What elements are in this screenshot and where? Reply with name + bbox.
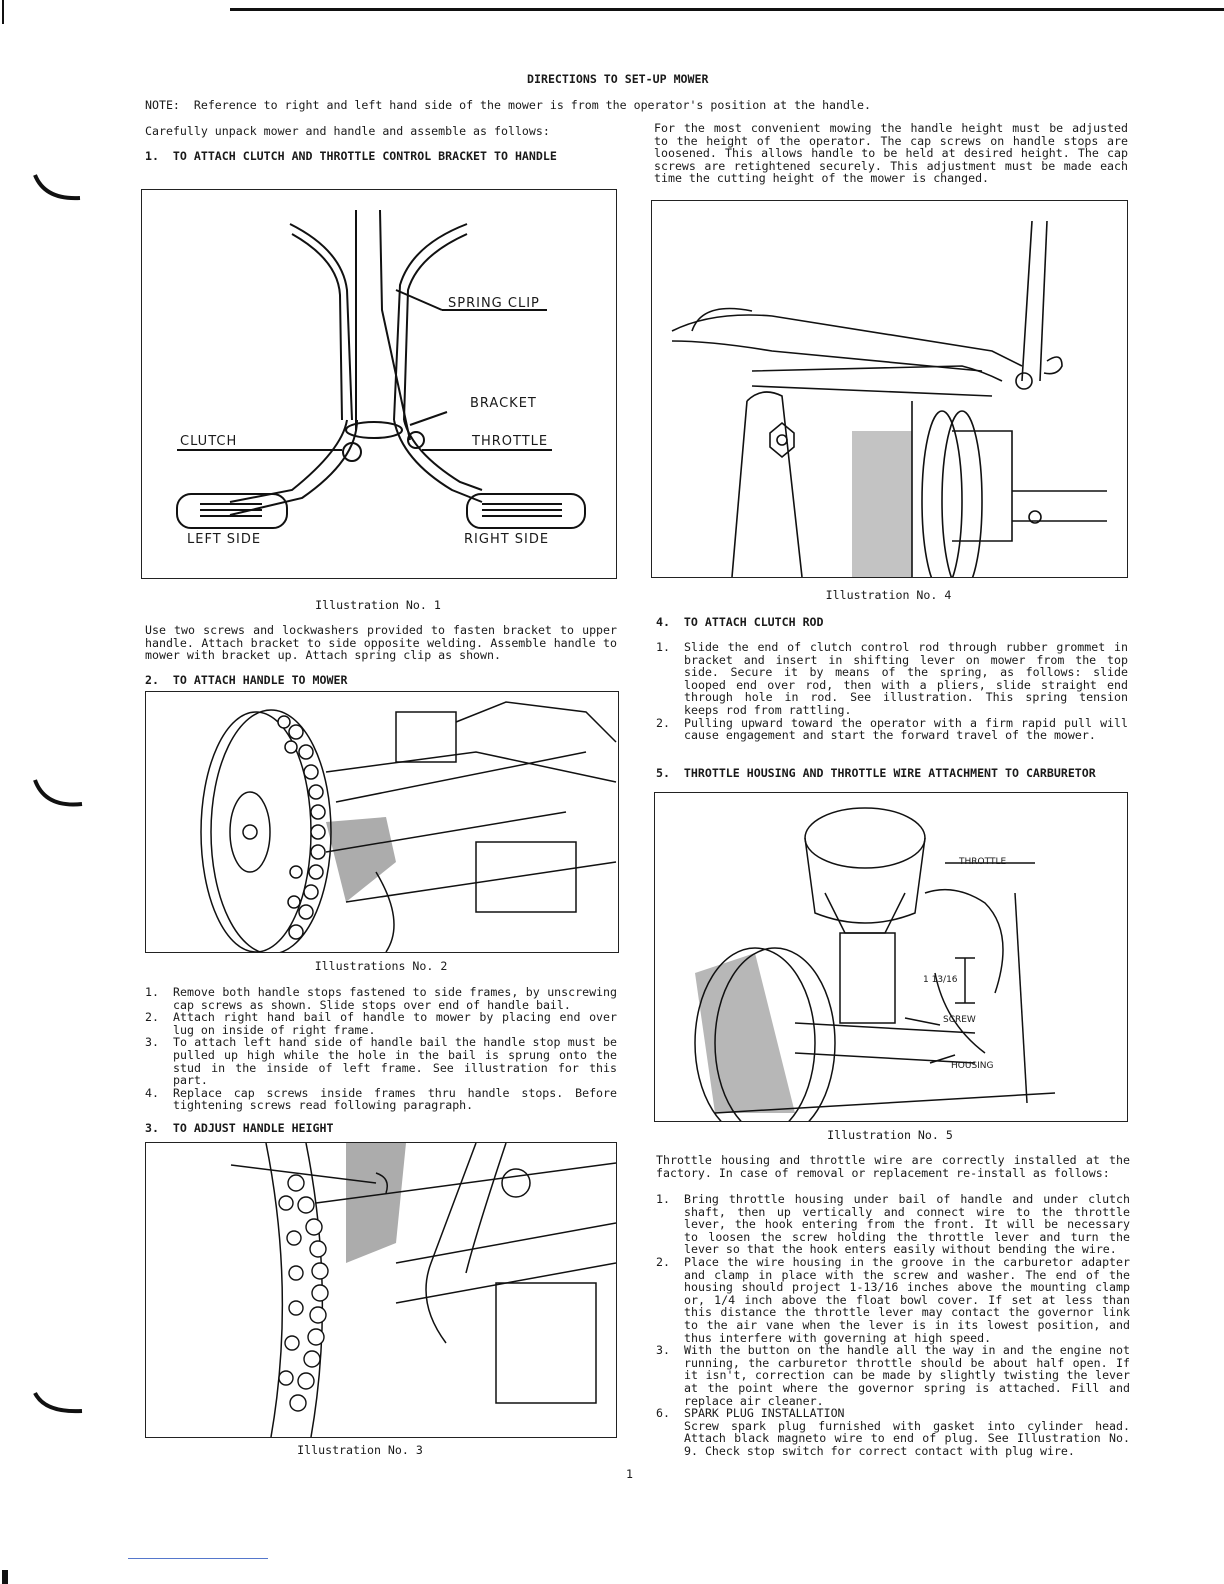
list-item: 6. SPARK PLUG INSTALLATION Screw spark plug furnished with gasket into cylinder head. Attach black magneto wire to end of plug. See Illustration No. 9. Check stop switch for correct contact with plug wire. <box>656 1406 1130 1458</box>
step1-heading: 1. TO ATTACH CLUTCH AND THROTTLE CONTROL BRACKET TO HANDLE <box>145 149 557 163</box>
step3-heading: 3. TO ADJUST HANDLE HEIGHT <box>145 1121 334 1135</box>
top-rule <box>230 8 1224 11</box>
carburetor-drawing <box>655 793 1127 1121</box>
step1-text: Use two screws and lockwashers provided to fasten bracket to upper handle. Attach bracket to side opposite welding. Assemble handle to mower with bracket up. Attach spring clip as shown. <box>145 623 617 663</box>
list-item: 4. Replace cap screws inside frames thru handle stops. Before tightening screws read following paragraph. <box>145 1085 617 1113</box>
mower-wheel-drawing <box>146 692 618 952</box>
list-item: 2. Place the wire housing in the groove in the carburetor adapter and clamp in place with the screw and washer. The end of the housing should project 1-13/16 inches above the mounting clamp or, 1/4 inch above the float bowl cover. If set at less than this distance the throttle lever may contact the governor link to the air vane when the lever is in its lowest position, and thus interfere with governing at high speed. <box>656 1254 1130 1345</box>
clutch-rod-drawing <box>652 201 1127 577</box>
illustration-4-caption: Illustration No. 4 <box>825 588 952 602</box>
label-throttle: THROTTLE <box>472 434 549 449</box>
handle-bracket-drawing <box>142 190 616 578</box>
illustration-1-caption: Illustration No. 1 <box>315 598 441 612</box>
step5-list <box>656 1193 1130 1457</box>
list-item: 3. To attach left hand side of handle bail the handle stop must be pulled up high while the hole in the bail is sprung onto the stud in the inside of left frame. See illustration for this part. <box>145 1035 617 1088</box>
label-right-side: RIGHT SIDE <box>464 532 550 547</box>
illustration-4 <box>651 200 1128 578</box>
page-title: DIRECTIONS TO SET-UP MOWER <box>527 72 709 86</box>
step5-intro: Throttle housing and throttle wire are correctly installed at the factory. In case of removal or replacement re-install as follows: <box>656 1153 1130 1180</box>
list-item: 3. With the button on the handle all the way in and the engine not running, the carburetor throttle should be about half open. If it isn't, correction can be made by slightly twisting the lever at the point where the governor spring is attached. Fill and replace air cleaner. <box>656 1343 1130 1408</box>
bottom-rule <box>128 1558 268 1559</box>
label-spring-clip: SPRING CLIP <box>448 296 540 311</box>
label-throttle-5: THROTTLE <box>959 857 1007 867</box>
step4-list <box>656 641 1128 742</box>
page-number: 1 <box>626 1467 633 1481</box>
label-measure: 1 13/16 <box>923 975 958 985</box>
step4-heading: 4. TO ATTACH CLUTCH ROD <box>656 615 824 629</box>
binder-mark-top <box>30 160 90 210</box>
illustration-2 <box>145 691 619 953</box>
handle-height-drawing <box>146 1143 616 1437</box>
list-item: 2. Pulling upward toward the operator with a firm rapid pull will cause engagement and start the forward travel of the mower. <box>656 715 1128 743</box>
illustration-3 <box>145 1142 617 1438</box>
label-bracket: BRACKET <box>470 396 537 411</box>
list-item: 1. Slide the end of clutch control rod through rubber grommet in bracket and insert in shifting lever on mower from the top side. Secure it by means of the spring, as follows: slide looped end over rod, then with a pliers, slide straight end through hole in rod. See illustration. This spring tension keeps rod from rattling. <box>656 640 1128 717</box>
illustration-5-caption: Illustration No. 5 <box>827 1128 953 1142</box>
illustration-2-caption: Illustrations No. 2 <box>314 959 448 973</box>
binder-mark-middle <box>30 770 90 820</box>
note-text: NOTE: Reference to right and left hand side of the mower is from the operator's position at the handle. <box>145 98 871 112</box>
list-item: 2. Attach right hand bail of handle to mower by placing end over lug on inside of right frame. <box>145 1010 617 1037</box>
list-item: 1. Remove both handle stops fastened to side frames, by unscrewing cap screws as shown. Slide stops over end of handle bail. <box>145 985 617 1012</box>
intro-text: Carefully unpack mower and handle and assemble as follows: <box>145 124 550 138</box>
illustration-3-caption: Illustration No. 3 <box>297 1443 423 1457</box>
list-item: 1. Bring throttle housing under bail of handle and under clutch shaft, then up vertically and connect wire to the throttle lever, the hook entering from the front. It will be necessary to loosen the screw holding the throttle lever and turn the lever so that the hook enters easily without bending the wire. <box>656 1192 1130 1257</box>
label-left-side: LEFT SIDE <box>187 532 262 547</box>
illustration-5 <box>654 792 1128 1122</box>
label-clutch: CLUTCH <box>180 434 238 449</box>
binder-mark-bottom <box>30 1385 90 1425</box>
label-screw: SCREW <box>943 1015 976 1025</box>
label-housing: HOUSING <box>951 1061 994 1071</box>
bottom-corner-mark <box>2 1570 8 1584</box>
step2-heading: 2. TO ATTACH HANDLE TO MOWER <box>145 673 348 687</box>
step2-list <box>145 986 617 1112</box>
step5-heading: 5. THROTTLE HOUSING AND THROTTLE WIRE ATTACHMENT TO CARBURETOR <box>656 766 1096 780</box>
illustration-1 <box>141 189 617 579</box>
left-edge-mark <box>2 0 4 24</box>
right-intro-text: For the most convenient mowing the handle height must be adjusted to the height of the operator. The cap screws on handle stops are loosened. This allows handle to be held at desired height. The cap screws are retightened securely. This adjustment must be made each time the cutting height of the mower is changed. <box>654 121 1128 186</box>
